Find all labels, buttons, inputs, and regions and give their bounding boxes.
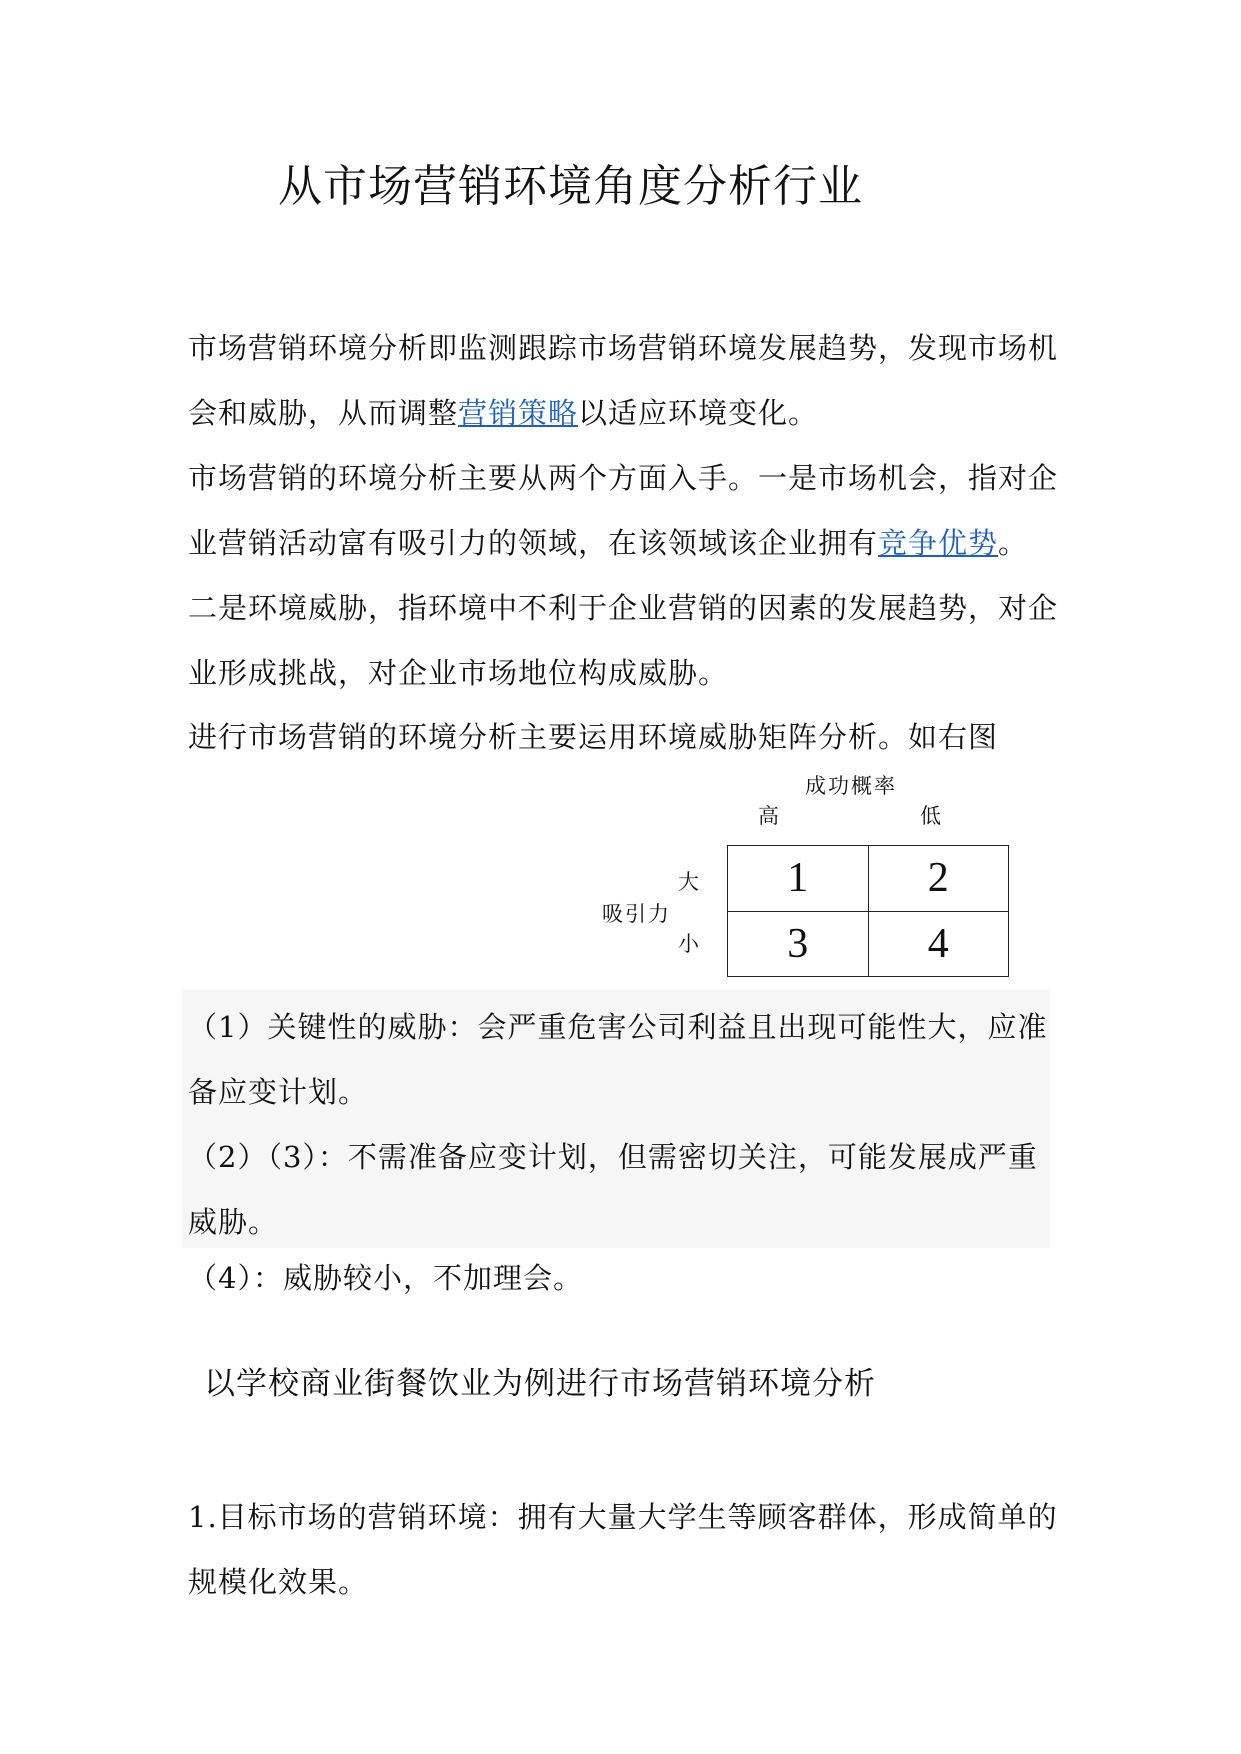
matrix-row [728,911,1009,977]
matrix-cell: 1 [728,846,869,912]
note-minor-threat: （4）：威胁较小，不加理会。 [188,1261,583,1295]
matrix-column-high: 高 [758,804,781,828]
paragraph-intro-text: 市场营销环境分析即监测跟踪市场营销环境发展趋势，发现市场机会和威胁，从而调整 [188,331,1059,430]
note-critical-threat: （1）关键性的威胁：会严重危害公司利益且出现可能性大，应准备应变计划。 [188,1010,1048,1109]
marketing-strategy-link[interactable]: 营销策略 [458,396,579,430]
note-1-2-3 [188,995,1058,1255]
matrix-column-title: 成功概率 [805,774,897,798]
list-item-target-market: 1.目标市场的营销环境：拥有大量大学生等顾客群体，形成简单的规模化效果。 [188,1500,1058,1599]
paragraph-intro [188,316,1058,446]
matrix-column-low: 低 [920,804,943,828]
threat-matrix-table [727,845,1009,977]
matrix-cell: 2 [868,846,1009,912]
paragraph-analysis-text-end: 。二是环境威胁，指环境中不利于企业营销的因素的发展趋势，对企业形成挑战，对企业市场地位构成威胁。 [188,526,1059,690]
paragraph-analysis [188,446,1058,706]
paragraph-intro-text-end: 以适应环境变化。 [578,396,819,430]
document-title: 从市场营销环境角度分析行业 [278,161,863,212]
section-heading: 以学校商业街餐饮业为例进行市场营销环境分析 [204,1366,876,1402]
note-watch-threat: （2）（3）：不需准备应变计划，但需密切关注，可能发展成严重威胁。 [188,1140,1038,1239]
matrix-row-big: 大 [678,870,701,894]
matrix-row-small: 小 [678,932,701,956]
matrix-cell: 4 [868,911,1009,977]
paragraph-matrix-intro: 进行市场营销的环境分析主要运用环境威胁矩阵分析。如右图 [188,720,999,754]
matrix-row [728,846,1009,912]
matrix-cell: 3 [728,911,869,977]
competitive-advantage-link[interactable]: 竞争优势 [878,526,999,560]
paragraph-analysis-text: 市场营销的环境分析主要从两个方面入手。一是市场机会，指对企业营销活动富有吸引力的领域，在该领域该企业拥有 [188,461,1059,560]
matrix-row-title: 吸引力 [602,902,671,926]
threat-matrix-figure [590,770,1030,990]
